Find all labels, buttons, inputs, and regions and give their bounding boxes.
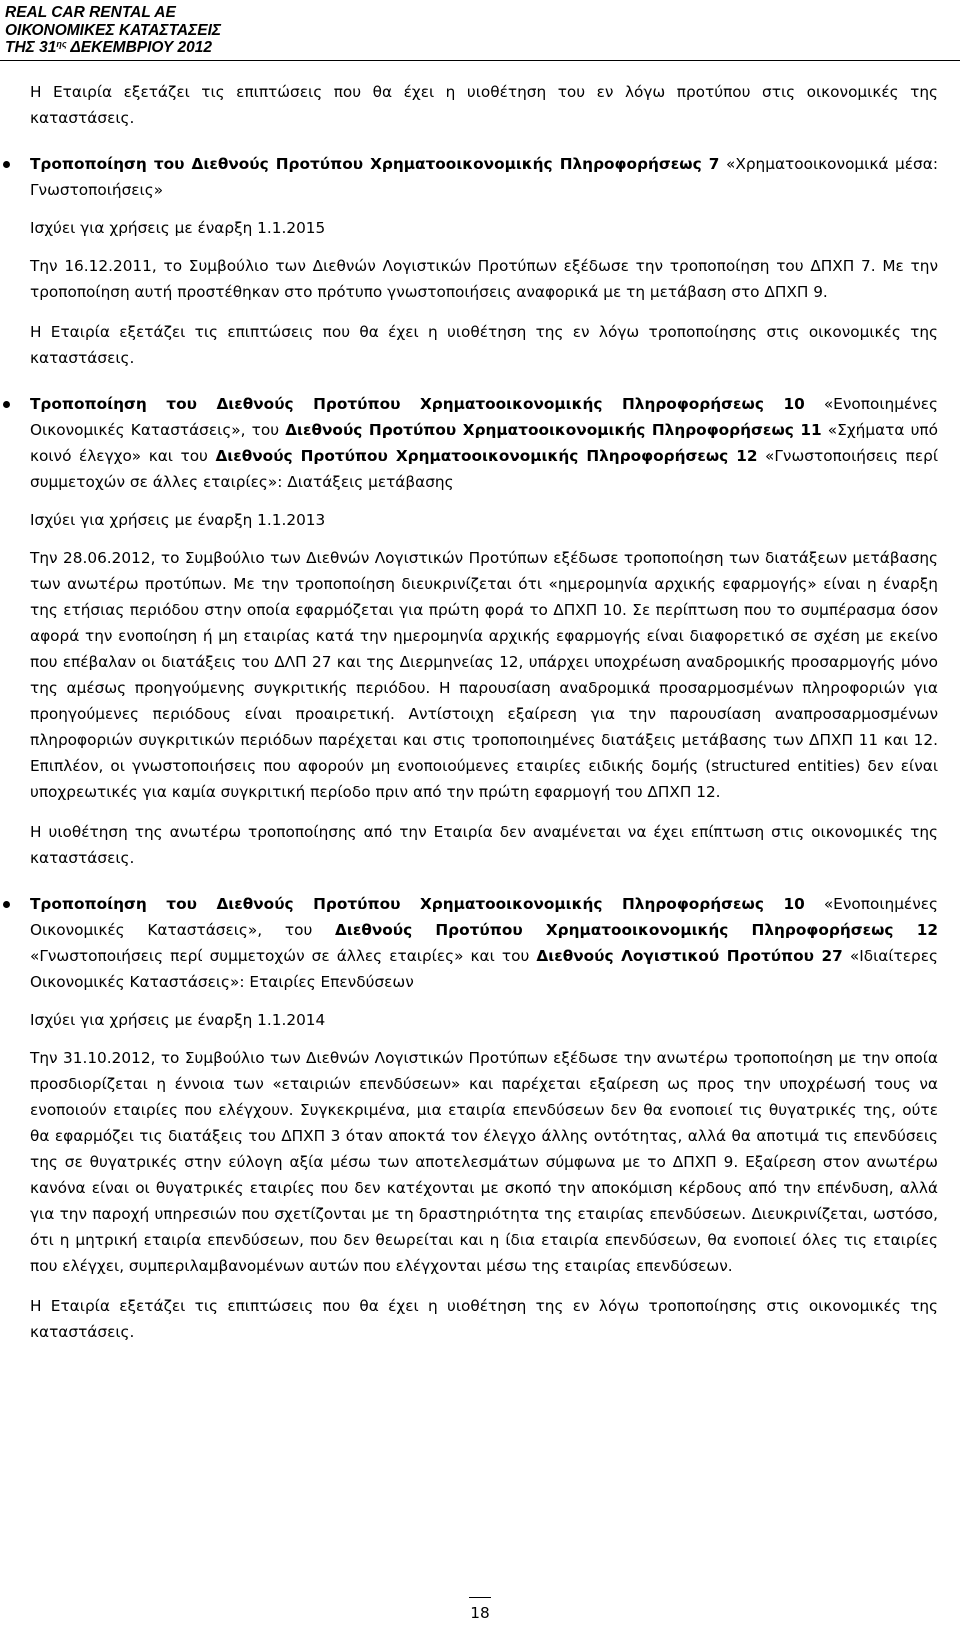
section-heading (30, 151, 938, 203)
heading-run: «Γνωστοποιήσεις περί συμμετοχών σε άλλες εταιρίες» και του (30, 947, 537, 965)
document-body (30, 79, 938, 1345)
section-ifrs7 (30, 151, 938, 203)
header-rule (0, 60, 960, 61)
report-date (5, 39, 405, 57)
heading-run: Τροποποίηση του Διεθνούς Προτύπου Χρηματοοικονομικής Πληροφορήσεως 10 (30, 395, 805, 413)
heading-run: «Ιδιαίτερες Οικονομικές Καταστάσεις»: Εταιρίες Επενδύσεων (30, 947, 938, 991)
heading-run: «Ενοποιημένες Οικονομικές Καταστάσεις», του (30, 395, 938, 439)
page-footer (0, 1597, 960, 1623)
section-heading (30, 391, 938, 495)
report-date-suffix: ΔΕΚΕΜΒΡΙΟΥ 2012 (66, 39, 212, 56)
heading-run: Διεθνούς Προτύπου Χρηματοοικονομικής Πληροφορήσεως 12 (335, 921, 938, 939)
heading-run: «Σχήματα υπό κοινό έλεγχο» και του (30, 421, 938, 465)
intro-paragraph: Η Εταιρία εξετάζει τις επιπτώσεις που θα έχει η υιοθέτηση του εν λόγω προτύπου στις οικονομικές της καταστάσεις. (30, 83, 938, 127)
bullet-icon (3, 901, 10, 908)
page-number: 18 (470, 1604, 490, 1622)
page-header (5, 4, 405, 57)
heading-run: Τροποποίηση του Διεθνούς Προτύπου Χρηματοοικονομικής Πληροφορήσεως 10 (30, 895, 805, 913)
heading-run: «Γνωστοποιήσεις περί συμμετοχών σε άλλες εταιρίες»: Διατάξεις μετάβασης (30, 447, 938, 491)
effective-date: Ισχύει για χρήσεις με έναρξη 1.1.2015 (30, 219, 326, 237)
heading-run: «Χρηματοοικονομικά μέσα: Γνωστοποιήσεις» (30, 155, 938, 199)
body-paragraph: Η Εταιρία εξετάζει τις επιπτώσεις που θα έχει η υιοθέτηση της εν λόγω τροποποίησης στις οικονομικές της καταστάσεις. (30, 323, 938, 367)
bullet-icon (3, 161, 10, 168)
body-paragraph: Την 28.06.2012, το Συμβούλιο των Διεθνών Λογιστικών Προτύπων εξέδωσε τροποποίηση των διατάξεων μετάβασης των ανωτέρω προτύπων. Με την τροποποίηση διευκρινίζεται ότι «ημερομηνία αρχικής εφαρμογής» είναι η έναρξη της ετήσιας περιόδου στην οποία εφαρμόζεται για πρώτη φορά το ΔΠΧΠ 10. Σε περίπτωση που το συμπέρασμα όσον αφορά την ενοποίηση ή μη εταιρίας κατά την ημερομηνία αρχικής εφαρμογής είναι διαφορετικό σε σχέση με εκείνο που επέβαλαν οι διατάξεις του ΔΛΠ 27 και της Διερμηνείας 12, υπάρχει υποχρέωση αναδρομικής προσαρμογής μόνο της αμέσως προηγούμενης συγκριτικής περιόδου. Η παρουσίαση αναδρομικά προσαρμοσμένων πληροφοριών για προηγούμενες περιόδους είναι προαιρετική. Αντίστοιχη εξαίρεση για την παρουσίαση αναπροσαρμοσμένων πληροφοριών συγκριτικών περιόδων παρέχεται και στις τροποποιημένες διατάξεις μετάβασης των ΔΠΧΠ 11 και 12. Επιπλέον, οι γνωστοποιήσεις που αφορούν μη ενοποιούμενες εταιρίες ειδικής δομής (structured entities) δεν είναι υποχρεωτικές για καμία συγκριτική περίοδο πριν από την πρώτη εφαρμογή του ΔΠΧΠ 12. (30, 549, 938, 801)
document-title: ΟΙΚΟΝΟΜΙΚΕΣ ΚΑΤΑΣΤΑΣΕΙΣ (5, 21, 222, 39)
section-investment-entities (30, 891, 938, 995)
company-name: REAL CAR RENTAL AE (5, 4, 176, 21)
body-paragraph: Η υιοθέτηση της ανωτέρω τροποποίησης από την Εταιρία δεν αναμένεται να έχει επίπτωση στις οικονομικές της καταστάσεις. (30, 823, 938, 867)
report-date-superscript: ης (56, 39, 67, 49)
bullet-icon (3, 401, 10, 408)
report-date-prefix: ΤΗΣ 31 (5, 39, 57, 56)
section-heading (30, 891, 938, 995)
footer-rule (469, 1597, 491, 1598)
heading-run: Διεθνούς Λογιστικού Προτύπου 27 (536, 947, 843, 965)
effective-date: Ισχύει για χρήσεις με έναρξη 1.1.2014 (30, 1011, 326, 1029)
body-paragraph: Η Εταιρία εξετάζει τις επιπτώσεις που θα έχει η υιοθέτηση της εν λόγω τροποποίησης στις οικονομικές της καταστάσεις. (30, 1297, 938, 1341)
heading-run: Διεθνούς Προτύπου Χρηματοοικονομικής Πληροφορήσεως 12 (215, 447, 758, 465)
body-paragraph: Την 31.10.2012, το Συμβούλιο των Διεθνών Λογιστικών Προτύπων εξέδωσε την ανωτέρω τροποποίηση με την οποία προσδιορίζεται η έννοια των «εταιριών επενδύσεων» και παρέχεται εξαίρεση ως προς την υποχρέωσή τους να ενοποιούν εταιρίες που ελέγχουν. Συγκεκριμένα, μια εταιρία επενδύσεων δεν θα ενοποιεί τις θυγατρικές της, ούτε θα εφαρμόζει τις διατάξεις του ΔΠΧΠ 3 όταν αποκτά τον έλεγχο άλλης οντότητας, αλλά θα αποτιμά τις επενδύσεις της σε θυγατρικές στην εύλογη αξία μέσω των αποτελεσμάτων σύμφωνα με το ΔΠΧΠ 9. Εξαίρεση στον ανωτέρω κανόνα είναι οι θυγατρικές εταιρίες που δεν κατέχονται με σκοπό την αποκόμιση κέρδους από την επένδυση, αλλά για την παροχή υπηρεσιών που σχετίζονται με τη δραστηριότητα της εταιρίας επενδύσεων. Διευκρινίζεται, ωστόσο, ότι η μητρική εταιρία επενδύσεων, που δεν θεωρείται και η ίδια εταιρία επενδύσεων, θα ενοποιεί όλες τις εταιρίες που ελέγχει, συμπεριλαμβανομένων αυτών που ελέγχονται μέσω της εταιρίας επενδύσεων. (30, 1049, 938, 1275)
heading-run: Τροποποίηση του Διεθνούς Προτύπου Χρηματοοικονομικής Πληροφορήσεως 7 (30, 155, 720, 173)
heading-run: Διεθνούς Προτύπου Χρηματοοικονομικής Πληροφορήσεως 11 (285, 421, 822, 439)
effective-date: Ισχύει για χρήσεις με έναρξη 1.1.2013 (30, 511, 326, 529)
section-ifrs10-11-12-transition (30, 391, 938, 495)
body-paragraph: Την 16.12.2011, το Συμβούλιο των Διεθνών Λογιστικών Προτύπων εξέδωσε την τροποποίηση του ΔΠΧΠ 7. Με την τροποποίηση αυτή προστέθηκαν στο πρότυπο γνωστοποιήσεις αναφορικά με τη μετάβαση στο ΔΠΧΠ 9. (30, 257, 938, 301)
heading-run: «Ενοποιημένες Οικονομικές Καταστάσεις», του (30, 895, 938, 939)
